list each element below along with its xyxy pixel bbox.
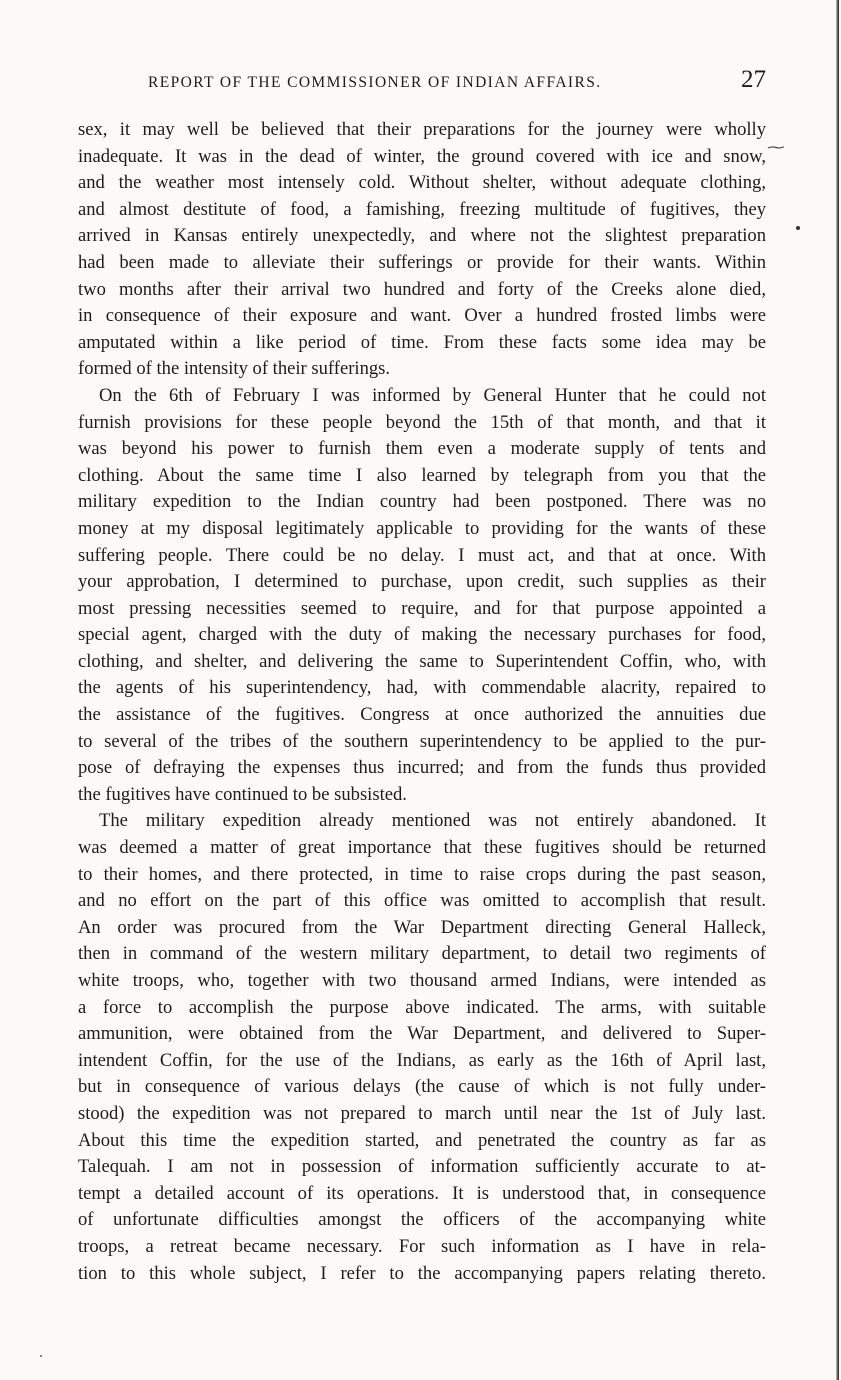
text-line: the agents of his superintendency, had, with commendable alacrity, repaired to bbox=[78, 677, 766, 699]
text-line: a force to accomplish the purpose above indicated. The arms, with suitable bbox=[78, 996, 766, 1018]
text-line: intendent Coffin, for the use of the Indians, as early as the 16th of April last, bbox=[78, 1049, 766, 1071]
text-line: the fugitives have continued to be subsisted. bbox=[78, 783, 407, 805]
text-line: white troops, who, together with two thousand armed Indians, were intended as bbox=[78, 970, 766, 991]
page-number: 27 bbox=[741, 66, 766, 93]
text-line: was deemed a matter of great importance that these fugitives should be returned bbox=[78, 837, 766, 859]
text-line: and no effort on the part of this office was omitted to accomplish that result. bbox=[78, 890, 766, 912]
page-edge-shadow bbox=[836, 0, 839, 1380]
text-line: The military expedition already mentioned was not entirely abandoned. It bbox=[99, 810, 766, 832]
text-line: Talequah. I am not in possession of information sufficiently accurate to at- bbox=[78, 1156, 766, 1178]
text-line: clothing. About the same time I also learned by telegraph from you that the bbox=[78, 464, 766, 486]
text-line: in consequence of their exposure and want. Over a hundred frosted limbs were bbox=[78, 305, 766, 327]
text-line: of unfortunate difficulties amongst the officers of the accompanying white bbox=[78, 1209, 766, 1231]
text-line: clothing, and shelter, and delivering the same to Superintendent Coffin, who, with bbox=[78, 650, 766, 672]
text-line: money at my disposal legitimately applicable to providing for the wants of these bbox=[78, 517, 766, 539]
text-line: sex, it may well be believed that their preparations for the journey were wholly bbox=[78, 119, 766, 140]
text-line: inadequate. It was in the dead of winter, the ground covered with ice and snow, bbox=[78, 145, 766, 167]
text-line: and almost destitute of food, a famishing, freezing multitude of fugitives, they bbox=[78, 198, 766, 220]
text-line: two months after their arrival two hundred and forty of the Creeks alone died, bbox=[78, 278, 766, 300]
body-text bbox=[78, 117, 766, 1287]
paragraph-2 bbox=[78, 383, 766, 809]
text-line: amputated within a like period of time. From these facts some idea may be bbox=[78, 331, 766, 353]
text-line: tempt a detailed account of its operations. It is understood that, in consequence bbox=[78, 1182, 766, 1204]
text-line: arrived in Kansas entirely unexpectedly, and where not the slightest preparation bbox=[78, 225, 766, 247]
stray-ink-dot bbox=[40, 1355, 42, 1357]
paragraph-1 bbox=[78, 117, 766, 383]
text-line: tion to this whole subject, I refer to the accompanying papers relating thereto. bbox=[78, 1262, 766, 1284]
text-line: to several of the tribes of the southern superintendency to be applied to the pur- bbox=[78, 730, 766, 752]
paragraph-3 bbox=[78, 808, 766, 1287]
running-title: REPORT OF THE COMMISSIONER OF INDIAN AFFAIRS. bbox=[148, 74, 602, 91]
text-line: was beyond his power to furnish them even a moderate supply of tents and bbox=[78, 438, 766, 460]
running-head bbox=[78, 68, 766, 102]
text-line: furnish provisions for these people beyond the 15th of that month, and that it bbox=[78, 411, 766, 433]
text-line: military expedition to the Indian country had been postponed. There was no bbox=[78, 491, 766, 513]
text-line: most pressing necessities seemed to require, and for that purpose appointed a bbox=[78, 597, 766, 619]
text-line: to their homes, and there protected, in time to raise crops during the past season, bbox=[78, 863, 766, 885]
text-line: special agent, charged with the duty of making the necessary purchases for food, bbox=[78, 624, 766, 646]
text-line: ammunition, were obtained from the War Department, and delivered to Super- bbox=[78, 1023, 766, 1045]
text-line: An order was procured from the War Department directing General Halleck, bbox=[78, 916, 766, 938]
text-line: suffering people. There could be no delay. I must act, and that at once. With bbox=[78, 544, 766, 566]
text-line: had been made to alleviate their sufferings or provide for their wants. Within bbox=[78, 251, 766, 273]
text-line: troops, a retreat became necessary. For such information as I have in rela- bbox=[78, 1235, 766, 1257]
stray-ink-mark: ~ bbox=[765, 140, 787, 156]
text-line: and the weather most intensely cold. Without shelter, without adequate clothing, bbox=[78, 172, 766, 194]
text-line: pose of defraying the expenses thus incurred; and from the funds thus provided bbox=[78, 757, 766, 779]
text-line: your approbation, I determined to purchase, upon credit, such supplies as their bbox=[78, 571, 766, 593]
text-line: formed of the intensity of their sufferings. bbox=[78, 358, 391, 380]
text-line: then in command of the western military department, to detail two regiments of bbox=[78, 943, 766, 965]
text-line: the assistance of the fugitives. Congress at once authorized the annuities due bbox=[78, 704, 766, 726]
text-line: About this time the expedition started, and penetrated the country as far as bbox=[78, 1129, 766, 1151]
text-line: stood) the expedition was not prepared to march until near the 1st of July last. bbox=[78, 1102, 766, 1124]
text-line: On the 6th of February I was informed by General Hunter that he could not bbox=[99, 384, 766, 406]
stray-ink-dot bbox=[796, 226, 800, 230]
text-line: but in consequence of various delays (the cause of which is not fully under- bbox=[78, 1076, 766, 1098]
